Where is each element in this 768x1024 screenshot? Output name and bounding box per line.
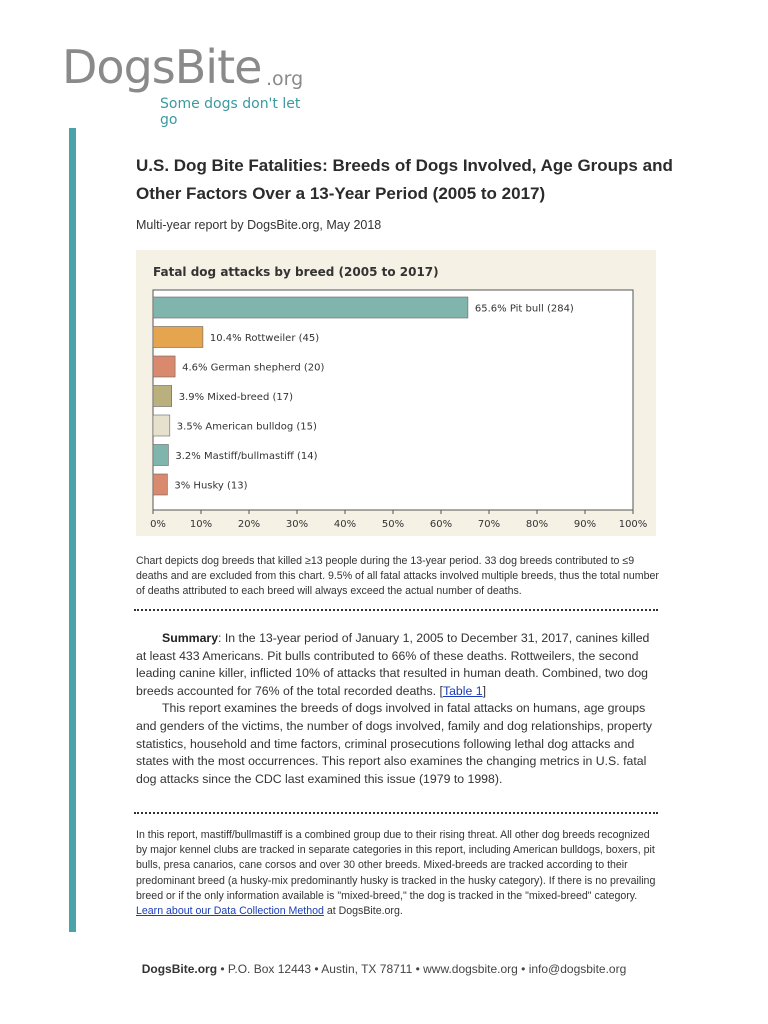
bar-label: 65.6% Pit bull (284)	[474, 303, 574, 315]
x-tick-label: 30%	[285, 519, 309, 530]
summary-paragraph-1: : In the 13-year period of January 1, 2005 to December 31, 2017, canines killed at least 433 Americans. Pit bulls contributed to 66% of these deaths. Rottweilers, the second leading canine killer, inflicted 10% of attacks that resulted in human death. Combined, two dog breeds accounted for 76% of the total recorded deaths. [	[136, 631, 650, 698]
report-title: U.S. Dog Bite Fatalities: Breeds of Dogs Involved, Age Groups and Other Factors Over a 13-Year Period (2005 to 2017)	[136, 156, 673, 203]
x-tick-label: 90%	[573, 519, 597, 530]
divider-top	[134, 609, 658, 611]
chart-title: Fatal dog attacks by breed (2005 to 2017)	[153, 265, 439, 279]
bar-husky	[153, 474, 167, 495]
divider-bottom	[134, 812, 658, 814]
bar-american-bulldog	[153, 415, 170, 436]
summary-section	[136, 630, 660, 788]
methodology-text: In this report, mastiff/bullmastiff is a combined group due to their rising threat. All other dog breeds recognized by major kennel clubs are tracked in separate categories in this report, including American bulldogs, boxers, pit bulls, presa canarios, cane corsos and over 30 other breeds. Mixed-breeds are tracked according to their predominant breed (a husky-mix predominantly husky is tracked in the husky category). If there is no prevailing breed or if the only information available is "mixed-breed," the dog is tracked in the "mixed-breed" category.	[136, 829, 656, 902]
methodology-note	[136, 828, 660, 919]
x-tick-label: 80%	[525, 519, 549, 530]
bar-rottweiler	[153, 327, 203, 348]
report-subtitle: Multi-year report by DogsBite.org, May 2018	[136, 218, 382, 232]
bar-label: 10.4% Rottweiler (45)	[209, 333, 320, 344]
logo-wordmark: DogsBite	[62, 40, 262, 94]
x-tick-label: 70%	[477, 519, 501, 530]
x-tick-label: 40%	[333, 519, 357, 530]
bar-label: 3.5% American bulldog (15)	[176, 421, 317, 433]
accent-side-bar	[69, 128, 76, 932]
bar-german-shepherd	[153, 356, 175, 377]
bar-mastiff-bullmastiff	[153, 445, 168, 466]
footer-contact: • P.O. Box 12443 • Austin, TX 78711 • www.dogsbite.org • info@dogsbite.org	[217, 962, 627, 976]
table-1-link[interactable]: Table 1	[442, 683, 483, 698]
dogsbite-logo	[62, 40, 322, 128]
breed-chart-svg	[136, 250, 656, 536]
bar-label: 3.9% Mixed-breed (17)	[178, 392, 294, 403]
footer-org: DogsBite.org	[141, 962, 218, 976]
x-tick-label: 60%	[429, 519, 453, 530]
x-tick-label: 20%	[237, 519, 261, 530]
summary-paragraph-1-end: ]	[482, 683, 487, 698]
summary-paragraph-2: This report examines the breeds of dogs involved in fatal attacks on humans, age groups and genders of the victims, the number of dogs involved, family and dog relationships, property statistics, household and time factors, criminal prosecutions following lethal dog attacks and states with the most occurrences. This report also examines the changing metrics in U.S. fatal dog attacks since the CDC last examined this issue (1979 to 1998).	[136, 701, 653, 786]
bar-mixed-breed	[153, 386, 172, 407]
summary-label: Summary	[162, 631, 219, 645]
footer	[0, 962, 768, 976]
x-tick-label: 0%	[150, 519, 166, 530]
x-tick-label: 50%	[381, 519, 405, 530]
bar-label: 3% Husky (13)	[174, 480, 248, 492]
x-tick-label: 100%	[618, 519, 648, 530]
logo-suffix: .org	[266, 68, 304, 90]
bar-pit-bull	[153, 297, 468, 318]
logo-tagline: Some dogs don't let go	[160, 96, 301, 128]
x-tick-label: 10%	[189, 519, 213, 530]
breed-chart	[136, 250, 656, 536]
chart-caption: Chart depicts dog breeds that killed ≥13 people during the 13-year period. 33 dog breeds contributed to ≤9 deaths and are excluded from this chart. 9.5% of all fatal attacks involved multiple breeds, thus the total number of deaths attributed to each breed will always exceed the actual number of deaths.	[136, 555, 659, 597]
bar-label: 4.6% German shepherd (20)	[182, 362, 325, 374]
bar-label: 3.2% Mastiff/bullmastiff (14)	[175, 451, 318, 462]
data-collection-method-link[interactable]: Learn about our Data Collection Method	[136, 905, 324, 918]
methodology-end: at DogsBite.org.	[323, 905, 403, 918]
